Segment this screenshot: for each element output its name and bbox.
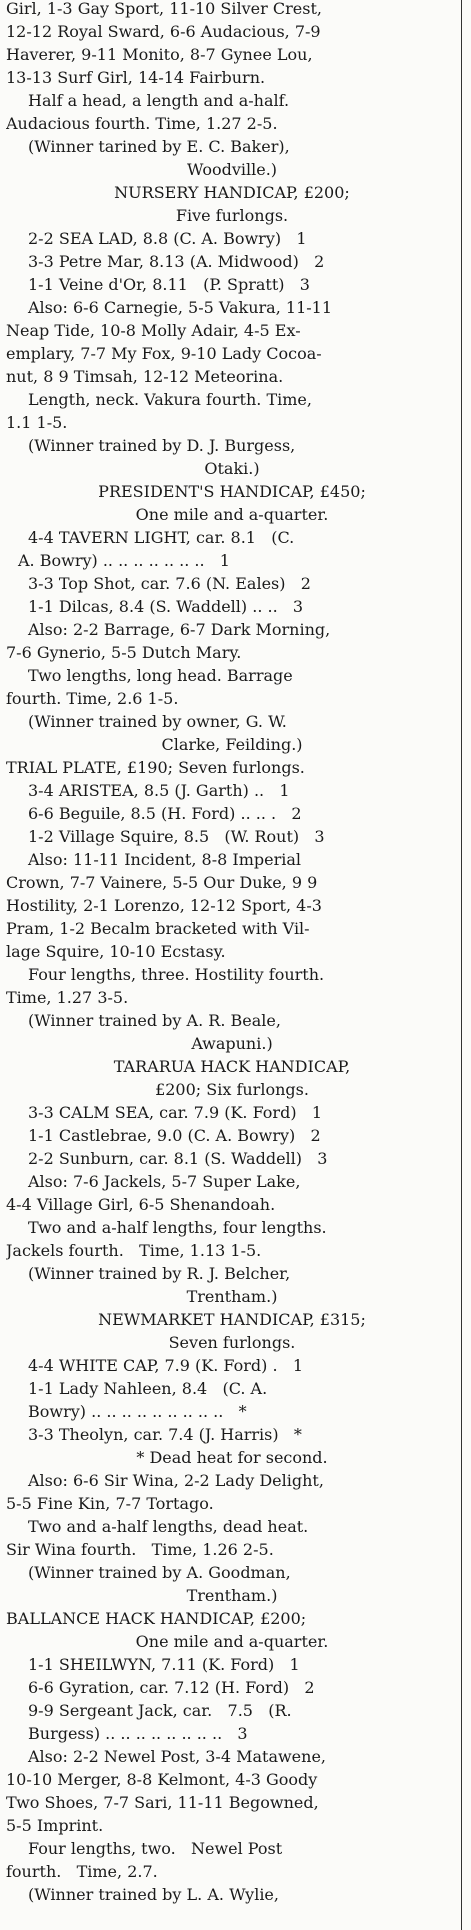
text-line: lage Squire, 10-10 Ecstasy.: [6, 943, 226, 961]
text-line: Hostility, 2-1 Lorenzo, 12-12 Sport, 4-3: [6, 897, 322, 915]
text-line: £200; Six furlongs.: [155, 1081, 309, 1099]
text-line: 3-3 CALM SEA, car. 7.9 (K. Ford) 1: [28, 1104, 322, 1122]
text-line: 4-4 TAVERN LIGHT, car. 8.1 (C.: [28, 529, 295, 547]
text-line: (Winner trained by R. J. Belcher,: [28, 1265, 291, 1283]
text-line: 1.1 1-5.: [6, 414, 68, 432]
text-line: Trentham.): [186, 1587, 278, 1605]
text-line: 7-6 Gynerio, 5-5 Dutch Mary.: [6, 644, 242, 662]
text-line: 3-4 ARISTEA, 8.5 (J. Garth) .. 1: [28, 782, 290, 800]
text-line: NURSERY HANDICAP, £200;: [114, 184, 350, 202]
text-line: (Winner trained by D. J. Burgess,: [28, 437, 296, 455]
text-line: BALLANCE HACK HANDICAP, £200;: [6, 1610, 307, 1628]
text-line: Seven furlongs.: [168, 1334, 296, 1352]
text-line: Four lengths, three. Hostility fourth.: [28, 966, 325, 984]
text-line: (Winner trained by A. Goodman,: [28, 1564, 291, 1582]
text-line: Time, 1.27 3-5.: [6, 989, 129, 1007]
text-line: TRIAL PLATE, £190; Seven furlongs.: [6, 759, 305, 777]
text-line: Half a head, a length and a-half.: [28, 92, 290, 110]
text-line: 6-6 Beguile, 8.5 (H. Ford) .. .. . 2: [28, 805, 302, 823]
text-line: 1-1 Dilcas, 8.4 (S. Waddell) .. .. 3: [28, 598, 304, 616]
text-line: Audacious fourth. Time, 1.27 2-5.: [6, 115, 278, 133]
text-line: 12-12 Royal Sward, 6-6 Audacious, 7-9: [6, 23, 321, 41]
text-line: Clarke, Feilding.): [161, 736, 303, 754]
text-line: Also: 11-11 Incident, 8-8 Imperial: [28, 851, 301, 869]
text-line: Girl, 1-3 Gay Sport, 11-10 Silver Crest,: [6, 0, 322, 18]
text-line: Awapuni.): [191, 1035, 273, 1053]
text-line: NEWMARKET HANDICAP, £315;: [98, 1311, 366, 1329]
text-line: Sir Wina fourth. Time, 1.26 2-5.: [6, 1541, 274, 1559]
text-line: PRESIDENT'S HANDICAP, £450;: [98, 483, 366, 501]
text-line: A. Bowry) .. .. .. .. .. .. .. 1: [18, 552, 230, 570]
text-line: Two and a-half lengths, dead heat.: [28, 1518, 309, 1536]
text-line: Trentham.): [186, 1288, 278, 1306]
text-line: (Winner tarined by E. C. Baker),: [28, 138, 290, 156]
text-line: 2-2 Sunburn, car. 8.1 (S. Waddell) 3: [28, 1150, 328, 1168]
text-line: 1-1 Lady Nahleen, 8.4 (C. A.: [28, 1380, 268, 1398]
text-line: 3-3 Top Shot, car. 7.6 (N. Eales) 2: [28, 575, 311, 593]
text-line: Bowry) .. .. .. .. .. .. .. .. .. *: [28, 1403, 247, 1421]
text-line: nut, 8 9 Timsah, 12-12 Meteorina.: [6, 368, 284, 386]
text-line: Also: 2-2 Newel Post, 3-4 Matawene,: [28, 1748, 327, 1766]
text-line: 1-1 SHEILWYN, 7.11 (K. Ford) 1: [28, 1656, 300, 1674]
text-line: One mile and a-quarter.: [135, 506, 329, 524]
text-line: Woodville.): [186, 161, 278, 179]
text-line: Two Shoes, 7-7 Sari, 11-11 Begowned,: [6, 1794, 319, 1812]
text-line: 1-1 Castlebrae, 9.0 (C. A. Bowry) 2: [28, 1127, 321, 1145]
text-line: fourth. Time, 2.7.: [6, 1863, 158, 1881]
text-line: 9-9 Sergeant Jack, car. 7.5 (R.: [28, 1702, 292, 1720]
text-line: Burgess) .. .. .. .. .. .. .. .. 3: [28, 1725, 248, 1743]
text-line: Haverer, 9-11 Monito, 8-7 Gynee Lou,: [6, 46, 313, 64]
text-line: Length, neck. Vakura fourth. Time,: [28, 391, 312, 409]
text-line: 2-2 SEA LAD, 8.8 (C. A. Bowry) 1: [28, 230, 307, 248]
text-line: 5-5 Imprint.: [6, 1817, 104, 1835]
text-line: Neap Tide, 10-8 Molly Adair, 4-5 Ex-: [6, 322, 301, 340]
text-line: Five furlongs.: [175, 207, 289, 225]
text-line: 3-3 Theolyn, car. 7.4 (J. Harris) *: [28, 1426, 302, 1444]
text-line: (Winner trained by owner, G. W.: [28, 713, 287, 731]
text-line: Also: 2-2 Barrage, 6-7 Dark Morning,: [28, 621, 331, 639]
text-line: Jackels fourth. Time, 1.13 1-5.: [6, 1242, 262, 1260]
text-line: 1-1 Veine d'Or, 8.11 (P. Spratt) 3: [28, 276, 310, 294]
text-line: Two lengths, long head. Barrage: [28, 667, 293, 685]
text-line: emplary, 7-7 My Fox, 9-10 Lady Cocoa-: [6, 345, 322, 363]
text-line: 3-3 Petre Mar, 8.13 (A. Midwood) 2: [28, 253, 325, 271]
text-line: Four lengths, two. Newel Post: [28, 1840, 283, 1858]
text-line: 4-4 WHITE CAP, 7.9 (K. Ford) . 1: [28, 1357, 303, 1375]
text-line: Otaki.): [204, 460, 260, 478]
text-line: * Dead heat for second.: [136, 1449, 328, 1467]
text-line: Also: 7-6 Jackels, 5-7 Super Lake,: [28, 1173, 301, 1191]
text-line: fourth. Time, 2.6 1-5.: [6, 690, 179, 708]
text-line: One mile and a-quarter.: [135, 1633, 329, 1651]
text-line: 10-10 Merger, 8-8 Kelmont, 4-3 Goody: [6, 1771, 318, 1789]
text-line: 5-5 Fine Kin, 7-7 Tortago.: [6, 1495, 214, 1513]
text-line: TARARUA HACK HANDICAP,: [113, 1058, 351, 1076]
text-line: 4-4 Village Girl, 6-5 Shenandoah.: [6, 1196, 276, 1214]
text-line: Crown, 7-7 Vainere, 5-5 Our Duke, 9 9: [6, 874, 318, 892]
text-line: (Winner trained by A. R. Beale,: [28, 1012, 281, 1030]
text-line: Two and a-half lengths, four lengths.: [28, 1219, 327, 1237]
text-line: Also: 6-6 Carnegie, 5-5 Vakura, 11-11: [28, 299, 333, 317]
text-line: Also: 6-6 Sir Wina, 2-2 Lady Delight,: [28, 1472, 324, 1490]
text-line: Pram, 1-2 Becalm bracketed with Vil-: [6, 920, 310, 938]
text-line: (Winner trained by L. A. Wylie,: [28, 1886, 279, 1904]
column-rule: [461, 0, 462, 1930]
text-line: 1-2 Village Squire, 8.5 (W. Rout) 3: [28, 828, 325, 846]
text-line: 13-13 Surf Girl, 14-14 Fairburn.: [6, 69, 266, 87]
text-line: 6-6 Gyration, car. 7.12 (H. Ford) 2: [28, 1679, 315, 1697]
